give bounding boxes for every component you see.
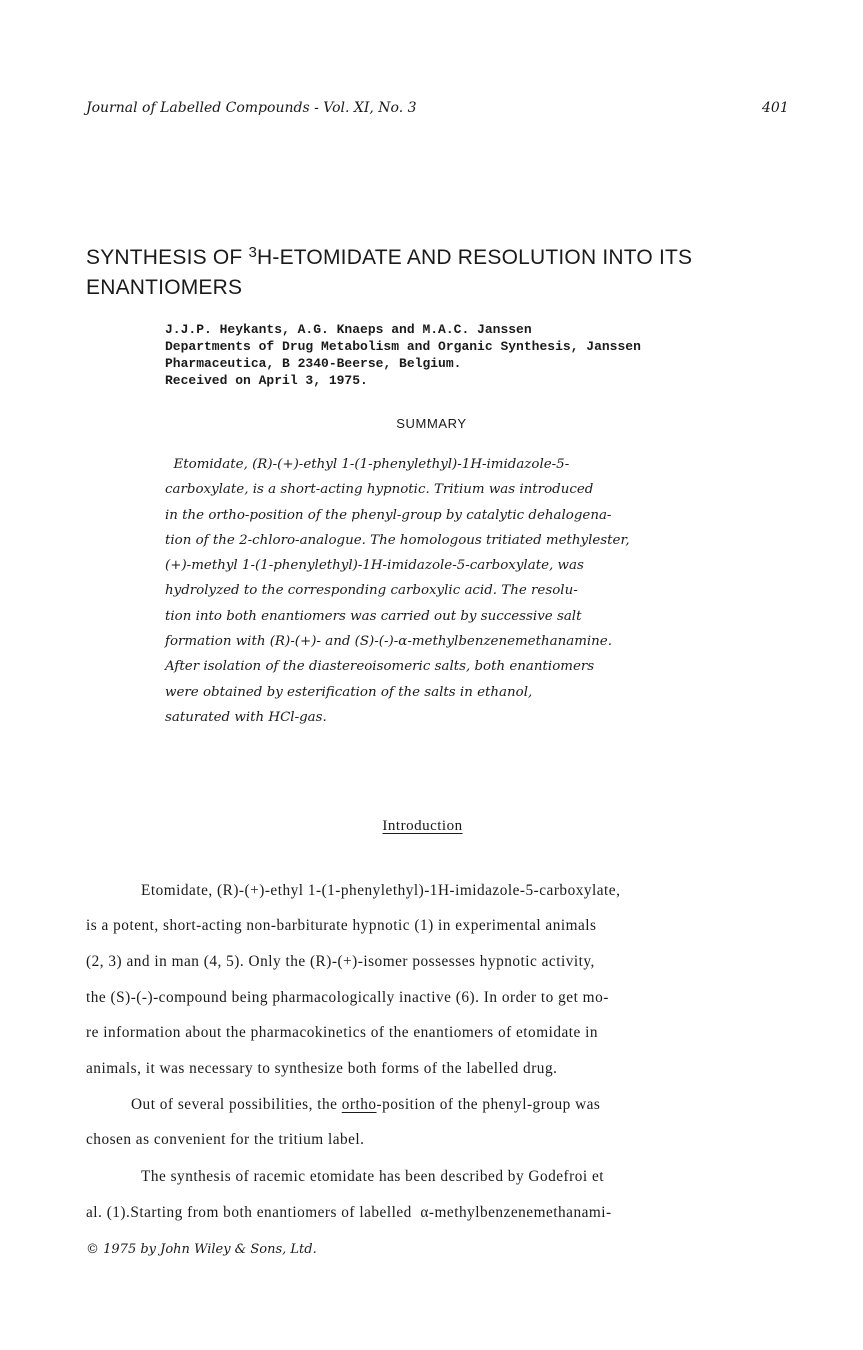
- received-date: Received on April 3, 1975.: [165, 373, 368, 388]
- abstract-line: hydrolyzed to the corresponding carboxylic acid. The resolu-: [165, 583, 578, 599]
- abstract-line: After isolation of the diastereoisomeric salts, both enantiomers: [165, 659, 595, 675]
- title-line-1: SYNTHESIS OF $^3$H-ETOMIDATE AND RESOLUTION INTO ITS: [86, 244, 693, 269]
- introduction-heading: Introduction: [382, 818, 463, 834]
- abstract-line: Etomidate, (R)-(+)-ethyl 1-(1-phenylethyl)-1H-imidazole-5-: [165, 457, 570, 472]
- body-line: animals, it was necessary to synthesize both forms of the labelled drug.: [86, 1060, 558, 1077]
- summary-heading: SUMMARY: [396, 416, 467, 431]
- copyright-notice: © 1975 by John Wiley & Sons, Ltd.: [86, 1242, 317, 1257]
- abstract-line: (+)-methyl 1-(1-phenylethyl)-1H-imidazole-5-carboxylate, was: [165, 558, 584, 574]
- body-line: (2, 3) and in man (4, 5). Only the (R)-(+)-isomer possesses hypnotic activity,: [86, 953, 595, 970]
- abstract-line: tion into both enantiomers was carried out by successive salt: [165, 608, 582, 624]
- ortho-emphasis: ortho: [341, 1096, 377, 1113]
- body-line: the (S)-(-)-compound being pharmacologically inactive (6). In order to get mo-: [86, 989, 609, 1006]
- affiliation-line: Departments of Drug Metabolism and Organic Synthesis, Janssen: [165, 339, 641, 354]
- body-line: Out of several possibilities, the ortho-position of the phenyl-group was: [131, 1096, 601, 1113]
- body-line: Etomidate, (R)-(+)-ethyl 1-(1-phenylethyl)-1H-imidazole-5-carboxylate,: [141, 882, 621, 899]
- article-title: [86, 244, 692, 302]
- abstract-line: formation with (R)-(+)- and (S)-(-)-α-methylbenzenemethanamine.: [165, 634, 612, 650]
- tritium-superscript: 3: [248, 244, 258, 261]
- page-number: 401: [762, 100, 789, 116]
- abstract-line: were obtained by esterification of the salts in ethanol,: [165, 684, 533, 700]
- title-line-2: ENANTIOMERS: [86, 276, 243, 299]
- body-line: re information about the pharmacokinetics of the enantiomers of etomidate in: [86, 1024, 599, 1041]
- body-line: al. (1).Starting from both enantiomers of labelled α-methylbenzenemethanami-: [86, 1204, 612, 1221]
- body-line: The synthesis of racemic etomidate has been described by Godefroi et: [141, 1168, 605, 1185]
- abstract-line: in the ortho-position of the phenyl-group by catalytic dehalogena-: [165, 507, 612, 523]
- body-line: is a potent, short-acting non-barbiturate hypnotic (1) in experimental animals: [86, 917, 597, 934]
- abstract-line: tion of the 2-chloro-analogue. The homologous tritiated methylester,: [165, 532, 630, 548]
- affiliation-line: Pharmaceutica, B 2340-Beerse, Belgium.: [165, 356, 462, 371]
- summary-abstract: [165, 452, 630, 730]
- running-head: Journal of Labelled Compounds - Vol. XI, No. 3: [86, 100, 417, 116]
- body-line: chosen as convenient for the tritium label.: [86, 1131, 365, 1148]
- abstract-line: carboxylate, is a short-acting hypnotic. Tritium was introduced: [165, 482, 594, 498]
- authors: J.J.P. Heykants, A.G. Knaeps and M.A.C. Janssen: [165, 322, 532, 337]
- abstract-line: saturated with HCl-gas.: [165, 709, 327, 725]
- byline: [165, 321, 641, 389]
